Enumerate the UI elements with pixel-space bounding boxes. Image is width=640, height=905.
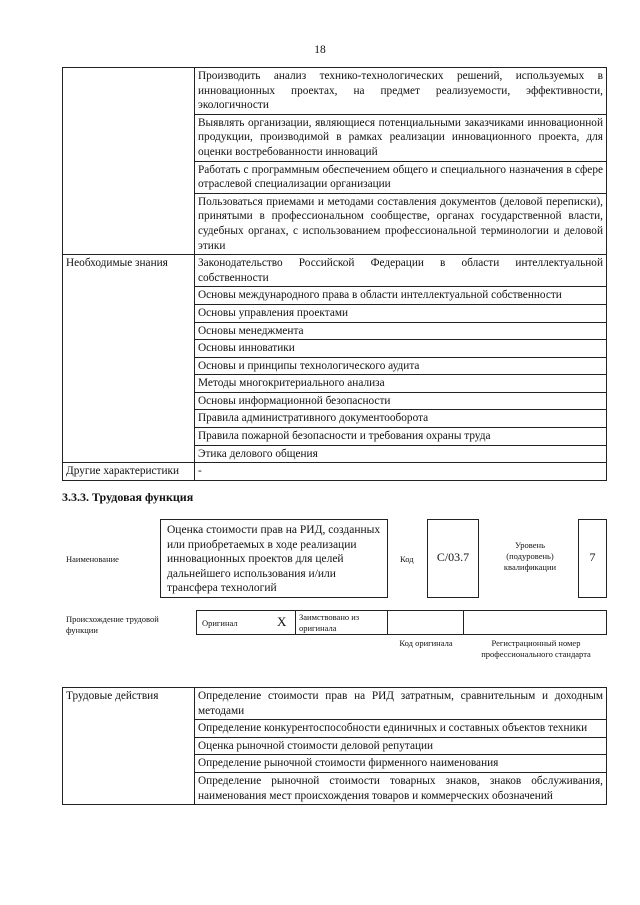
table-cell-right: Основы и принципы технологического аудита xyxy=(195,357,607,375)
table-cell-right: Этика делового общения xyxy=(195,445,607,463)
original-mark: X xyxy=(277,614,287,629)
function-name-box xyxy=(160,519,388,598)
origin-row xyxy=(196,610,607,635)
borrowed-label: Заимствовано из оригинала xyxy=(299,612,360,633)
origin-divider-2 xyxy=(387,610,388,635)
table-cell-right: Правила пожарной безопасности и требования охраны труда xyxy=(195,428,607,446)
name-label: Наименование xyxy=(66,554,119,564)
table-row xyxy=(63,68,607,115)
origin-divider-3 xyxy=(463,610,464,635)
level-box xyxy=(578,519,607,598)
table-cell-right: Пользоваться приемами и методами составления документов (деловой переписки), принятыми в профессиональном сообществе, органах государственной власти, судебных органах, с использованием профессиональной терминологии и деловой этики xyxy=(195,193,607,254)
table-cell-right: Основы международного права в области интеллектуальной собственности xyxy=(195,287,607,305)
table-row xyxy=(63,688,607,720)
code-original-caption: Код оригинала xyxy=(399,638,453,648)
origin-label: Происхождение трудовой функции xyxy=(66,614,159,635)
table-cell-right: Оценка рыночной стоимости деловой репутации xyxy=(195,737,607,755)
table-cell-right: Определение рыночной стоимости фирменного наименования xyxy=(195,755,607,773)
page-number: 18 xyxy=(314,44,326,56)
table-cell-right: Работать с программным обеспечением общего и специального назначения в сфере отраслевой специализации организации xyxy=(195,161,607,193)
table-cell-right: Выявлять организации, являющиеся потенциальными заказчиками инновационной продукции, производимой в рамках реализации инновационного проекта, для оценки востребованности инноваций xyxy=(195,114,607,161)
table-cell-right: Основы инноватики xyxy=(195,340,607,358)
level-value: 7 xyxy=(589,550,596,564)
table-cell-right: - xyxy=(195,463,607,481)
table-row xyxy=(63,463,607,481)
table-cell-right: Методы многокритериального анализа xyxy=(195,375,607,393)
other-characteristics-label: Другие характеристики xyxy=(63,463,195,481)
table-cell-right: Основы информационной безопасности xyxy=(195,392,607,410)
table-row xyxy=(63,255,607,287)
function-name-value: Оценка стоимости прав на РИД, созданных или приобретаемых в ходе реализации инновационных проектов для целей дальнейшего использования и/или трансфера технологий xyxy=(167,524,381,594)
table-cell-right: Определение рыночной стоимости товарных знаков, знаков обслуживания, наименования мест происхождения товаров и коммерческих обозначений xyxy=(195,772,607,804)
code-value: C/03.7 xyxy=(436,550,470,564)
table-cell-right: Производить анализ технико-технологических решений, используемых в инновационных проектах, на предмет реализуемости, эффективности, экологичности xyxy=(195,68,607,115)
table-cell-right: Основы управления проектами xyxy=(195,304,607,322)
origin-divider-1 xyxy=(295,610,296,635)
labor-actions-label: Трудовые действия xyxy=(63,688,195,805)
table-cell-left xyxy=(63,68,195,255)
code-label: Код xyxy=(400,554,414,564)
section-heading: 3.3.3. Трудовая функция xyxy=(62,490,194,504)
skills-knowledge-table xyxy=(62,67,607,481)
table-cell-right: Законодательство Российской Федерации в области интеллектуальной собственности xyxy=(195,255,607,287)
reg-number-caption: Регистрационный номер профессионального стандарта xyxy=(481,638,591,659)
table-cell-right: Правила административного документооборота xyxy=(195,410,607,428)
code-box xyxy=(427,519,479,598)
table-cell-right: Основы менеджмента xyxy=(195,322,607,340)
labor-actions-table xyxy=(62,687,607,805)
original-label: Оригинал xyxy=(202,618,238,628)
table-cell-right: Определение конкурентоспособности единичных и составных объектов техники xyxy=(195,720,607,738)
table-cell-right: Определение стоимости прав на РИД затратным, сравнительным и доходным методами xyxy=(195,688,607,720)
level-label: Уровень (подуровень) квалификации xyxy=(503,540,557,572)
required-knowledge-label: Необходимые знания xyxy=(63,255,195,463)
